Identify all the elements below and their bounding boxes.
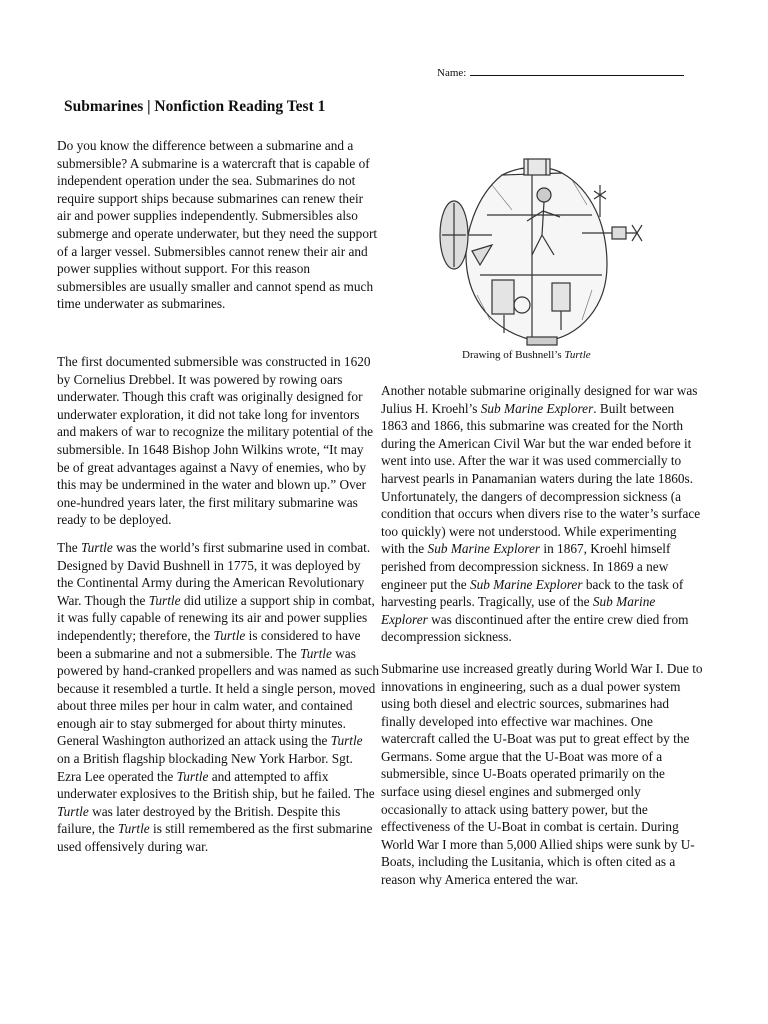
name-blank-line[interactable] bbox=[470, 64, 684, 76]
paragraph-intro: Do you know the difference between a submarine and a submersible? A submarine is a watercraft that is capable of independent operation under the sea. Submarines do not require support ships because submarines can renew their air and power supplies independently. Submersibles also submerge and operate underwater, but they need the support of a larger vessel. Submersibles cannot renew their air and power supplies without support. For this reason submersibles are usually smaller and cannot spend as much time underwater as submarines. bbox=[57, 138, 378, 312]
submarine-turtle-drawing-icon bbox=[432, 155, 652, 347]
left-column bbox=[57, 137, 379, 856]
paragraph-turtle: The Turtle was the world’s first submarine used in combat. Designed by David Bushnell in 1775, it was deployed by the Continental Army during the American Revolutionary War. Though the Turtle did utilize a support ship in combat, it was fully capable of renewing its air and power supplies independently; therefore, the Turtle is considered to have been a submarine and not a submersible. The Turtle was powered by hand-cranked propellers and was named as such because it resembled a turtle. It held a single person, moved about three miles per hour in calm water, and contained enough air to stay submerged for about thirty minutes. General Washington authorized an attack using the Turtle on a British flagship blockading New York Harbor. Sgt. Ezra Lee operated the Turtle and attempted to affix underwater explosives to the British ship, but he failed. The Turtle was later destroyed by the British. Despite this failure, the Turtle is still remembered as the first submarine used offensively during war. bbox=[57, 539, 379, 855]
name-field bbox=[437, 64, 684, 79]
paragraph-drebbel: The first documented submersible was constructed in 1620 by Cornelius Drebbel. It was powered by rowing oars underwater. Though this craft was originally designed for underwater exploration, it did not take long for inventors and makers of war to recognize the military potential of the submersible. In 1648 Bishop John Wilkins wrote, “It may be of great advantages against a Navy of enemies, who by this may be undermined in the water and blown up.” Over one-hundred years later, the first military submarine was ready to be deployed. bbox=[57, 354, 374, 528]
paragraph-sub-marine-explorer: Another notable submarine originally designed for war was Julius H. Kroehl’s Sub Marine Explorer. Built between 1863 and 1866, this submarine was created for the North during the American Civil War but the war ended before it went into use. After the war it was used commercially to harvest pearls in Panamanian waters during the late 1860s. Unfortunately, the dangers of decompression sickness (a condition that occurs when divers rise to the water’s surface too quickly) were not understood. While experimenting with the Sub Marine Explorer in 1867, Kroehl himself perished from decompression sickness. In 1869 a new engineer put the Sub Marine Explorer back to the task of harvesting pearls. Tragically, use of the Sub Marine Explorer was discontinued after the entire crew died from decompression sickness. bbox=[381, 383, 701, 645]
right-column bbox=[381, 382, 703, 889]
figure-caption: Drawing of Bushnell’s Turtle bbox=[462, 349, 591, 361]
name-label: Name: bbox=[437, 67, 467, 79]
paragraph-world-war-one: Submarine use increased greatly during World War I. Due to innovations in engineering, such as a dual power system using both diesel and electric sources, submarines had finally developed into effective war machines. One watercraft called the U-Boat was put to great effect by the Germans. Some argue that the U-Boat was more of a submersible, since U-Boats operated primarily on the surface using diesel engines and submerged only occasionally to attack using battery power, but the effectiveness of the U-Boat in combat is certain. During World War I more than 5,000 Allied ships were sunk by U-Boats, including the Lusitania, which is often cited as a reason why America entered the war. bbox=[381, 660, 703, 888]
turtle-drawing-figure bbox=[432, 155, 652, 347]
page-title: Submarines | Nonfiction Reading Test 1 bbox=[64, 98, 326, 115]
